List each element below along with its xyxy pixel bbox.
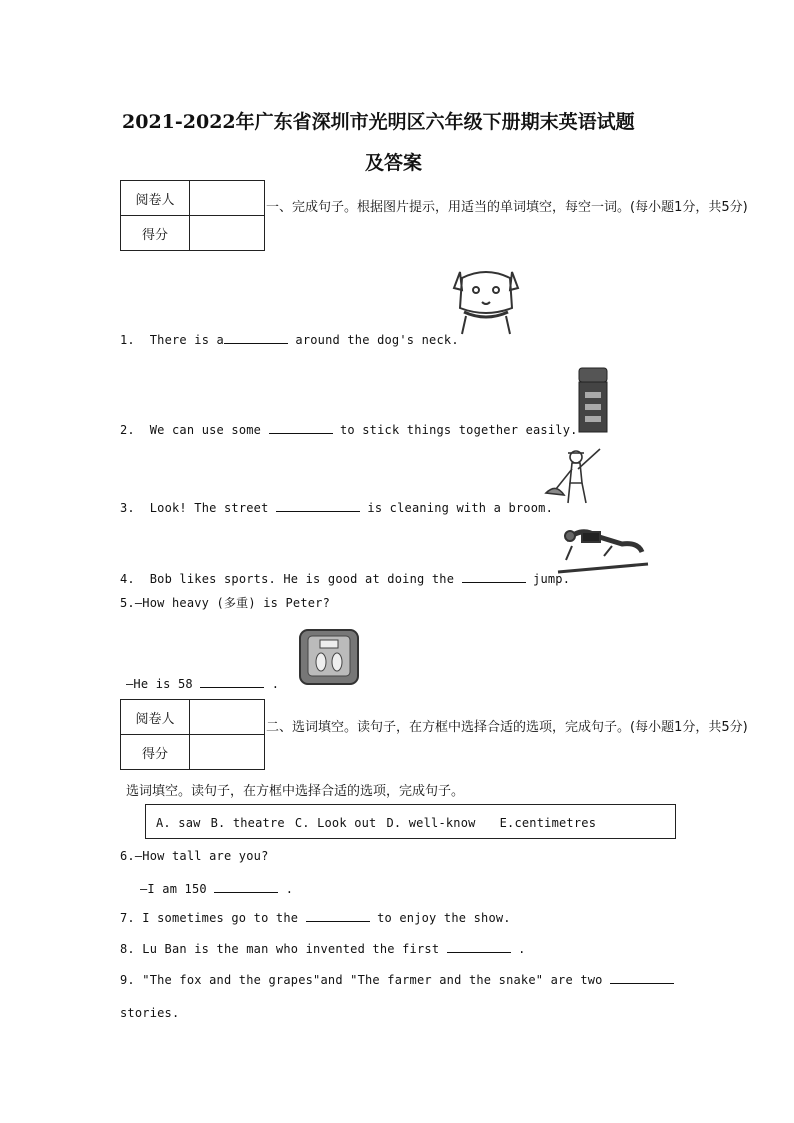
section2-subheading: 选词填空。读句子，在方框中选择合适的选项，完成句子。 (126, 784, 465, 799)
reviewer-cell (190, 181, 265, 216)
section1-heading: 一、完成句子。根据图片提示，用适当的单词填空，每空一词。(每小题1分，共5分) (266, 200, 748, 215)
answer-blank-1[interactable] (224, 333, 288, 344)
option-e: E.centimetres (499, 816, 597, 830)
question-1: 1. There is a around the dog's neck. (120, 333, 459, 347)
question-7: 7. I sometimes go to the to enjoy the show. (120, 911, 511, 925)
question-5-answer: —He is 58 . (126, 677, 280, 691)
street-cleaner-image (542, 447, 604, 507)
answer-blank-9[interactable] (610, 973, 674, 984)
score-label: 得分 (121, 735, 190, 770)
score-cell (190, 216, 265, 251)
word-bank-box (145, 804, 676, 839)
question-6-answer: —I am 150 . (140, 882, 294, 896)
page-title-line1: 2021-2022年广东省深圳市光明区六年级下册期末英语试题 (122, 111, 635, 133)
option-b: B. theatre (210, 816, 285, 830)
option-a: A. saw (156, 816, 201, 830)
option-d: D. well-know (386, 816, 476, 830)
score-cell (190, 735, 265, 770)
question-2: 2. We can use some to stick things together easily. (120, 423, 578, 437)
weight-scale-image (298, 628, 360, 686)
question-3: 3. Look! The street is cleaning with a broom. (120, 501, 554, 515)
question-5-prompt: 5.—How heavy (多重) is Peter? (120, 596, 331, 610)
option-c: C. Look out (294, 816, 377, 830)
question-9: 9. "The fox and the grapes"and "The farmer and the snake" are two (120, 973, 674, 987)
reviewer-label: 阅卷人 (121, 181, 190, 216)
answer-blank-5[interactable] (200, 677, 264, 688)
question-8: 8. Lu Ban is the man who invented the first . (120, 942, 526, 956)
answer-blank-4[interactable] (462, 572, 526, 583)
answer-blank-2[interactable] (269, 423, 333, 434)
dog-collar-image (446, 264, 526, 336)
glue-stick-image (575, 366, 611, 434)
score-table-2 (120, 699, 265, 770)
word-bank-options (156, 816, 596, 830)
answer-blank-7[interactable] (306, 911, 370, 922)
answer-blank-3[interactable] (276, 501, 360, 512)
question-6-prompt: 6.—How tall are you? (120, 849, 269, 863)
score-table-1 (120, 180, 265, 251)
answer-blank-6[interactable] (214, 882, 278, 893)
score-label: 得分 (121, 216, 190, 251)
section2-heading: 二、选词填空。读句子，在方框中选择合适的选项，完成句子。(每小题1分，共5分) (266, 720, 748, 735)
question-4: 4. Bob likes sports. He is good at doing the jump. (120, 572, 571, 586)
reviewer-cell (190, 700, 265, 735)
reviewer-label: 阅卷人 (121, 700, 190, 735)
page-title-line2: 及答案 (365, 152, 423, 174)
question-9-continued: stories. (120, 1006, 180, 1020)
answer-blank-8[interactable] (447, 942, 511, 953)
